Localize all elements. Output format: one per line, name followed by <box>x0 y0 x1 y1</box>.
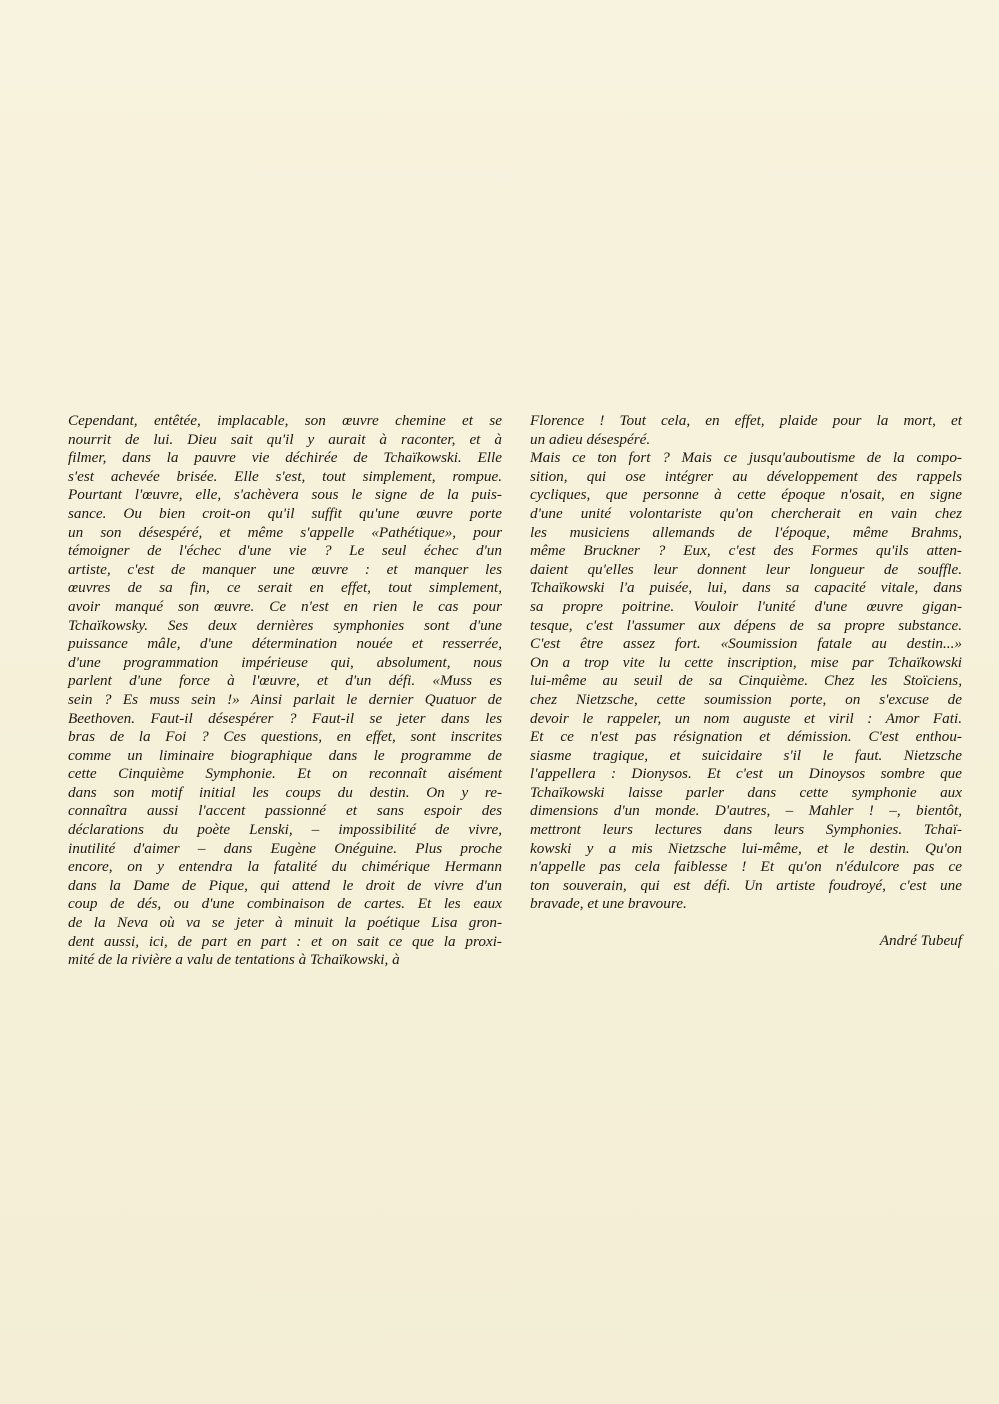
left-column-line: s'est achevée brisée. Elle s'est, tout simplement, rompue. <box>68 467 502 485</box>
right-column-line: Tchaïkowski l'a puisée, lui, dans sa capacité vitale, dans <box>530 579 962 597</box>
left-column-line: bras de la Foi ? Ces questions, en effet, sont inscrites <box>68 728 502 746</box>
right-column-line: tesque, c'est l'assumer aux dépens de sa propre substance. <box>530 616 962 634</box>
right-column-line: Tchaïkowski laisse parler dans cette symphonie aux <box>530 783 962 801</box>
left-column-line: déclarations du poète Lenski, – impossibilité de vivre, <box>68 821 502 839</box>
left-column-line: encore, on y entendra la fatalité du chimérique Hermann <box>68 858 502 876</box>
left-column-line: nourrit de lui. Dieu sait qu'il y aurait à raconter, et à <box>68 430 502 448</box>
right-column-line: lui-même au seuil de sa Cinquième. Chez les Stoïciens, <box>530 672 962 690</box>
left-column-line: connaîtra aussi l'accent passionné et sans espoir des <box>68 802 502 820</box>
right-column-line: mettront leurs lectures dans leurs Symphonies. Tchaï- <box>530 821 962 839</box>
left-column-line: artiste, c'est de manquer une œuvre : et manquer les <box>68 560 502 578</box>
left-column-line: dans son motif initial les coups du destin. On y re- <box>68 783 502 801</box>
right-column-line: Mais ce ton fort ? Mais ce jusqu'auboutisme de la compo- <box>530 449 962 467</box>
right-column-line: On a trop vite lu cette inscription, mise par Tchaïkowski <box>530 653 962 671</box>
left-column-line: Cependant, entêtée, implacable, son œuvre chemine et se <box>68 412 502 429</box>
left-column-line: coup de dés, ou d'une combinaison de cartes. Et les eaux <box>68 895 502 913</box>
left-column-line: sein ? Es muss sein !» Ainsi parlait le dernier Quatuor de <box>68 690 502 708</box>
right-column-line: dimensions d'un monde. D'autres, – Mahler ! –, bientôt, <box>530 802 962 820</box>
right-column-line: Florence ! Tout cela, en effet, plaide pour la mort, et <box>530 412 962 429</box>
right-column-line: bravade, et une bravoure. <box>530 895 687 913</box>
left-column-line: sance. Ou bien croit-on qu'il suffit qu'une œuvre porte <box>68 504 502 522</box>
right-column-line: chez Nietzsche, cette soumission porte, on s'excuse de <box>530 690 962 708</box>
left-column-line: dent aussi, ici, de part en part : et on sait ce que la proxi- <box>68 932 502 950</box>
right-column-line: daient qu'elles leur donnent leur longueur de souffle. <box>530 560 962 578</box>
left-column-line: témoigner de l'échec d'une vie ? Le seul échec d'un <box>68 542 502 560</box>
left-column-line: un son désespéré, et même s'appelle «Pathétique», pour <box>68 523 502 541</box>
left-column-line: avoir manqué son œuvre. Ce n'est en rien le cas pour <box>68 597 502 615</box>
right-column-line: Et ce n'est pas résignation et démission. C'est enthou- <box>530 728 962 746</box>
right-column-line: siasme tragique, et suicidaire s'il le faut. Nietzsche <box>530 746 962 764</box>
left-column-line: mité de la rivière a valu de tentations à Tchaïkowski, à <box>68 951 400 969</box>
right-column-line: ton souverain, qui est défi. Un artiste foudroyé, c'est une <box>530 876 962 894</box>
right-column-line: d'une unité volontariste qu'on chercherait en vain chez <box>530 504 962 522</box>
right-column-line: les musiciens allemands de l'époque, même Brahms, <box>530 523 962 541</box>
right-column-line: l'appellera : Dionysos. Et c'est un Dinoysos sombre que <box>530 765 962 783</box>
left-column-line: de la Neva où va se jeter à minuit la poétique Lisa gron- <box>68 914 502 932</box>
right-column-line: cycliques, que personne à cette époque n'osait, en signe <box>530 486 962 504</box>
author-signature: André Tubeuf <box>879 932 962 949</box>
right-column-line: sa propre poitrine. Vouloir l'unité d'une œuvre gigan- <box>530 597 962 615</box>
right-column-line: kowski y a mis Nietzsche lui-même, et le destin. Qu'on <box>530 839 962 857</box>
left-column-line: Pourtant l'œuvre, elle, s'achèvera sous le signe de la puis- <box>68 486 502 504</box>
left-column-line: Tchaïkowsky. Ses deux dernières symphonies sont d'une <box>68 616 502 634</box>
left-column-line: comme un liminaire biographique dans le programme de <box>68 746 502 764</box>
right-column-line: même Bruckner ? Eux, c'est des Formes qu'ils atten- <box>530 542 962 560</box>
right-column-line: C'est être assez fort. «Soumission fatale au destin...» <box>530 635 962 653</box>
left-column-line: inutilité d'aimer – dans Eugène Onéguine. Plus proche <box>68 839 502 857</box>
left-column-line: dans la Dame de Pique, qui attend le droit de vivre d'un <box>68 876 502 894</box>
left-column-line: parlent d'une force à l'œuvre, et d'un défi. «Muss es <box>68 672 502 690</box>
right-column-line: un adieu désespéré. <box>530 430 651 448</box>
left-column-line: puissance mâle, d'une détermination nouée et resserrée, <box>68 635 502 653</box>
left-column <box>68 412 502 970</box>
left-column-line: œuvres de sa fin, ce serait en effet, tout simplement, <box>68 579 502 597</box>
right-column-line: n'appelle pas cela faiblesse ! Et qu'on n'édulcore pas ce <box>530 858 962 876</box>
right-column <box>530 412 962 914</box>
left-column-line: Beethoven. Faut-il désespérer ? Faut-il se jeter dans les <box>68 709 502 727</box>
left-column-line: d'une programmation impérieuse qui, absolument, nous <box>68 653 502 671</box>
right-column-line: devoir le rappeler, un nom auguste et viril : Amor Fati. <box>530 709 962 727</box>
left-column-line: cette Cinquième Symphonie. Et on reconnaît aisément <box>68 765 502 783</box>
left-column-line: filmer, dans la pauvre vie déchirée de Tchaïkowski. Elle <box>68 449 502 467</box>
right-column-line: sition, qui ose intégrer au développement des rappels <box>530 467 962 485</box>
